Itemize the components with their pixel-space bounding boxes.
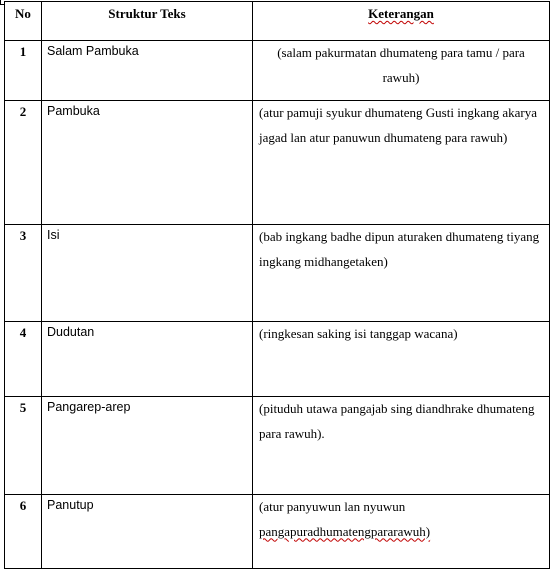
header-keterangan-label: Keterangan xyxy=(368,6,434,21)
row-number: 4 xyxy=(5,322,42,397)
header-no: No xyxy=(5,2,42,41)
row-keterangan: (salam pakurmatan dhumateng para tamu / para rawuh) xyxy=(253,41,550,101)
spellcheck-underlined-text: pangapuradhumatengpararawuh) xyxy=(259,523,431,539)
row-struktur: Pangarep-arep xyxy=(42,397,253,495)
row-number: 3 xyxy=(5,225,42,322)
row-struktur: Panutup xyxy=(42,495,253,569)
row-keterangan: (pituduh utawa pangajab sing diandhrake dhumateng para rawuh). xyxy=(253,397,550,495)
table-row xyxy=(5,41,550,101)
row-keterangan: (ringkesan saking isi tanggap wacana) xyxy=(253,322,550,397)
header-struktur-teks: Struktur Teks xyxy=(42,2,253,41)
keterangan-line-spellcheck xyxy=(259,520,543,545)
row-number: 2 xyxy=(5,101,42,225)
row-keterangan: (bab ingkang badhe dipun aturaken dhumateng tiyang ingkang midhangetaken) xyxy=(253,225,550,322)
row-struktur: Pambuka xyxy=(42,101,253,225)
table-row xyxy=(5,225,550,322)
table-row xyxy=(5,101,550,225)
row-struktur: Dudutan xyxy=(42,322,253,397)
table-row xyxy=(5,495,550,569)
struktur-teks-table xyxy=(4,1,550,569)
keterangan-line: (atur panyuwun lan nyuwun xyxy=(259,499,406,514)
row-number: 1 xyxy=(5,41,42,101)
row-keterangan xyxy=(253,495,550,569)
row-keterangan: (atur pamuji syukur dhumateng Gusti ingkang akarya jagad lan atur panuwun dhumateng para rawuh) xyxy=(253,101,550,225)
row-struktur: Isi xyxy=(42,225,253,322)
row-number: 5 xyxy=(5,397,42,495)
row-number: 6 xyxy=(5,495,42,569)
table-header-row xyxy=(5,2,550,41)
table-row xyxy=(5,322,550,397)
table-row xyxy=(5,397,550,495)
row-struktur: Salam Pambuka xyxy=(42,41,253,101)
header-keterangan xyxy=(253,2,550,41)
